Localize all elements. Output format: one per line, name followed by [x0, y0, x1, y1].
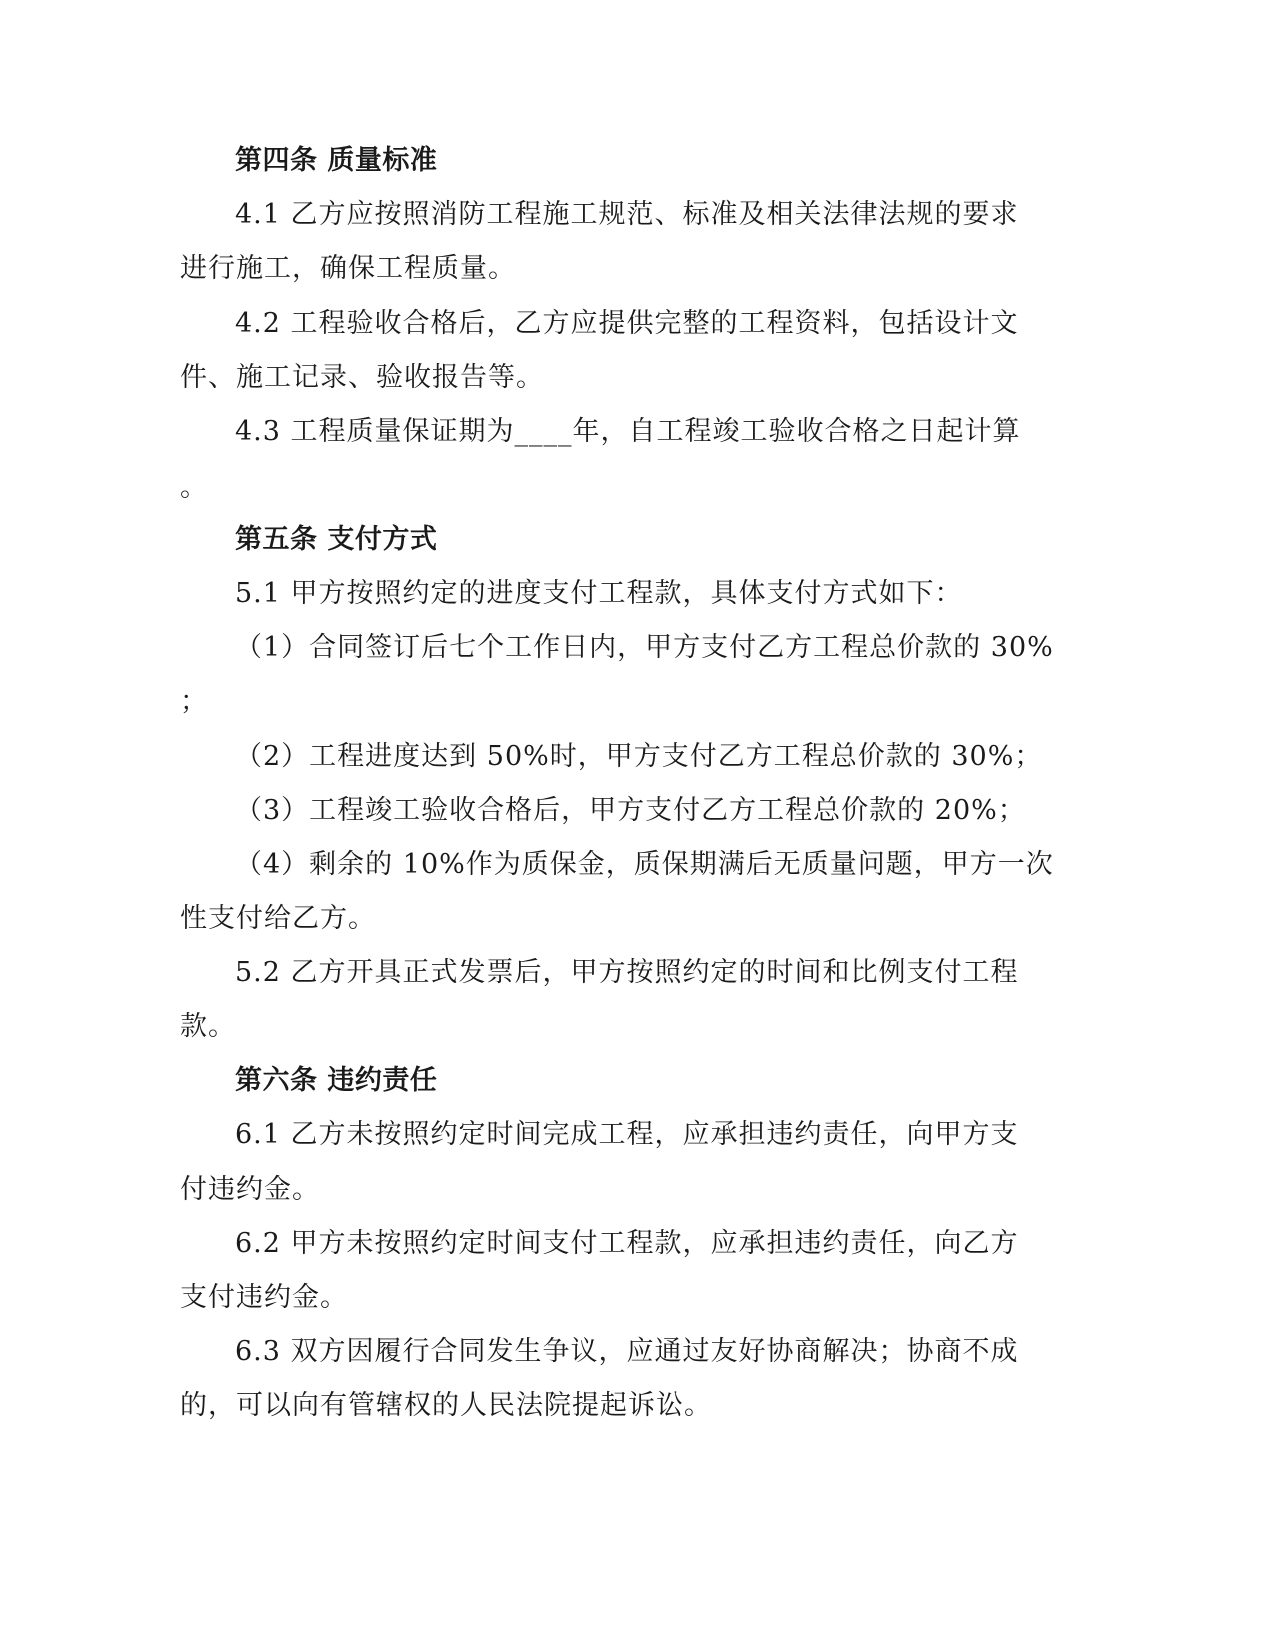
paragraph-line: 6.1 乙方未按照约定时间完成工程，应承担违约责任，向甲方支	[235, 1119, 1019, 1150]
paragraph-line: 4.3 工程质量保证期为____年，自工程竣工验收合格之日起计算	[235, 416, 1021, 447]
paragraph-line: 款。	[180, 1011, 236, 1042]
paragraph-line: （1）合同签订后七个工作日内，甲方支付乙方工程总价款的 30%	[235, 632, 1054, 663]
paragraph-line: 支付违约金。	[180, 1282, 348, 1313]
paragraph-line: 性支付给乙方。	[180, 903, 376, 934]
paragraph-line: 5.1 甲方按照约定的进度支付工程款，具体支付方式如下：	[235, 578, 963, 609]
section-heading: 第五条 支付方式	[235, 524, 438, 555]
paragraph-line: （4）剩余的 10%作为质保金，质保期满后无质量问题，甲方一次	[235, 849, 1054, 880]
paragraph-line: 件、施工记录、验收报告等。	[180, 362, 544, 393]
paragraph-line: （3）工程竣工验收合格后，甲方支付乙方工程总价款的 20%；	[235, 795, 1026, 826]
paragraph-line: 4.2 工程验收合格后，乙方应提供完整的工程资料，包括设计文	[235, 308, 1019, 339]
paragraph-line: 的，可以向有管辖权的人民法院提起诉讼。	[180, 1390, 712, 1421]
paragraph-line: 。	[180, 472, 208, 503]
section-heading: 第四条 质量标准	[235, 145, 438, 176]
paragraph-line: （2）工程进度达到 50%时，甲方支付乙方工程总价款的 30%；	[235, 741, 1043, 772]
paragraph-line: ；	[180, 686, 208, 717]
paragraph-line: 6.2 甲方未按照约定时间支付工程款，应承担违约责任，向乙方	[235, 1228, 1019, 1259]
paragraph-line: 付违约金。	[180, 1174, 320, 1205]
section-heading: 第六条 违约责任	[235, 1065, 438, 1096]
paragraph-line: 6.3 双方因履行合同发生争议，应通过友好协商解决；协商不成	[235, 1336, 1019, 1367]
paragraph-line: 4.1 乙方应按照消防工程施工规范、标准及相关法律法规的要求	[235, 199, 1019, 230]
paragraph-line: 5.2 乙方开具正式发票后，甲方按照约定的时间和比例支付工程	[235, 957, 1019, 988]
paragraph-line: 进行施工，确保工程质量。	[180, 253, 516, 284]
